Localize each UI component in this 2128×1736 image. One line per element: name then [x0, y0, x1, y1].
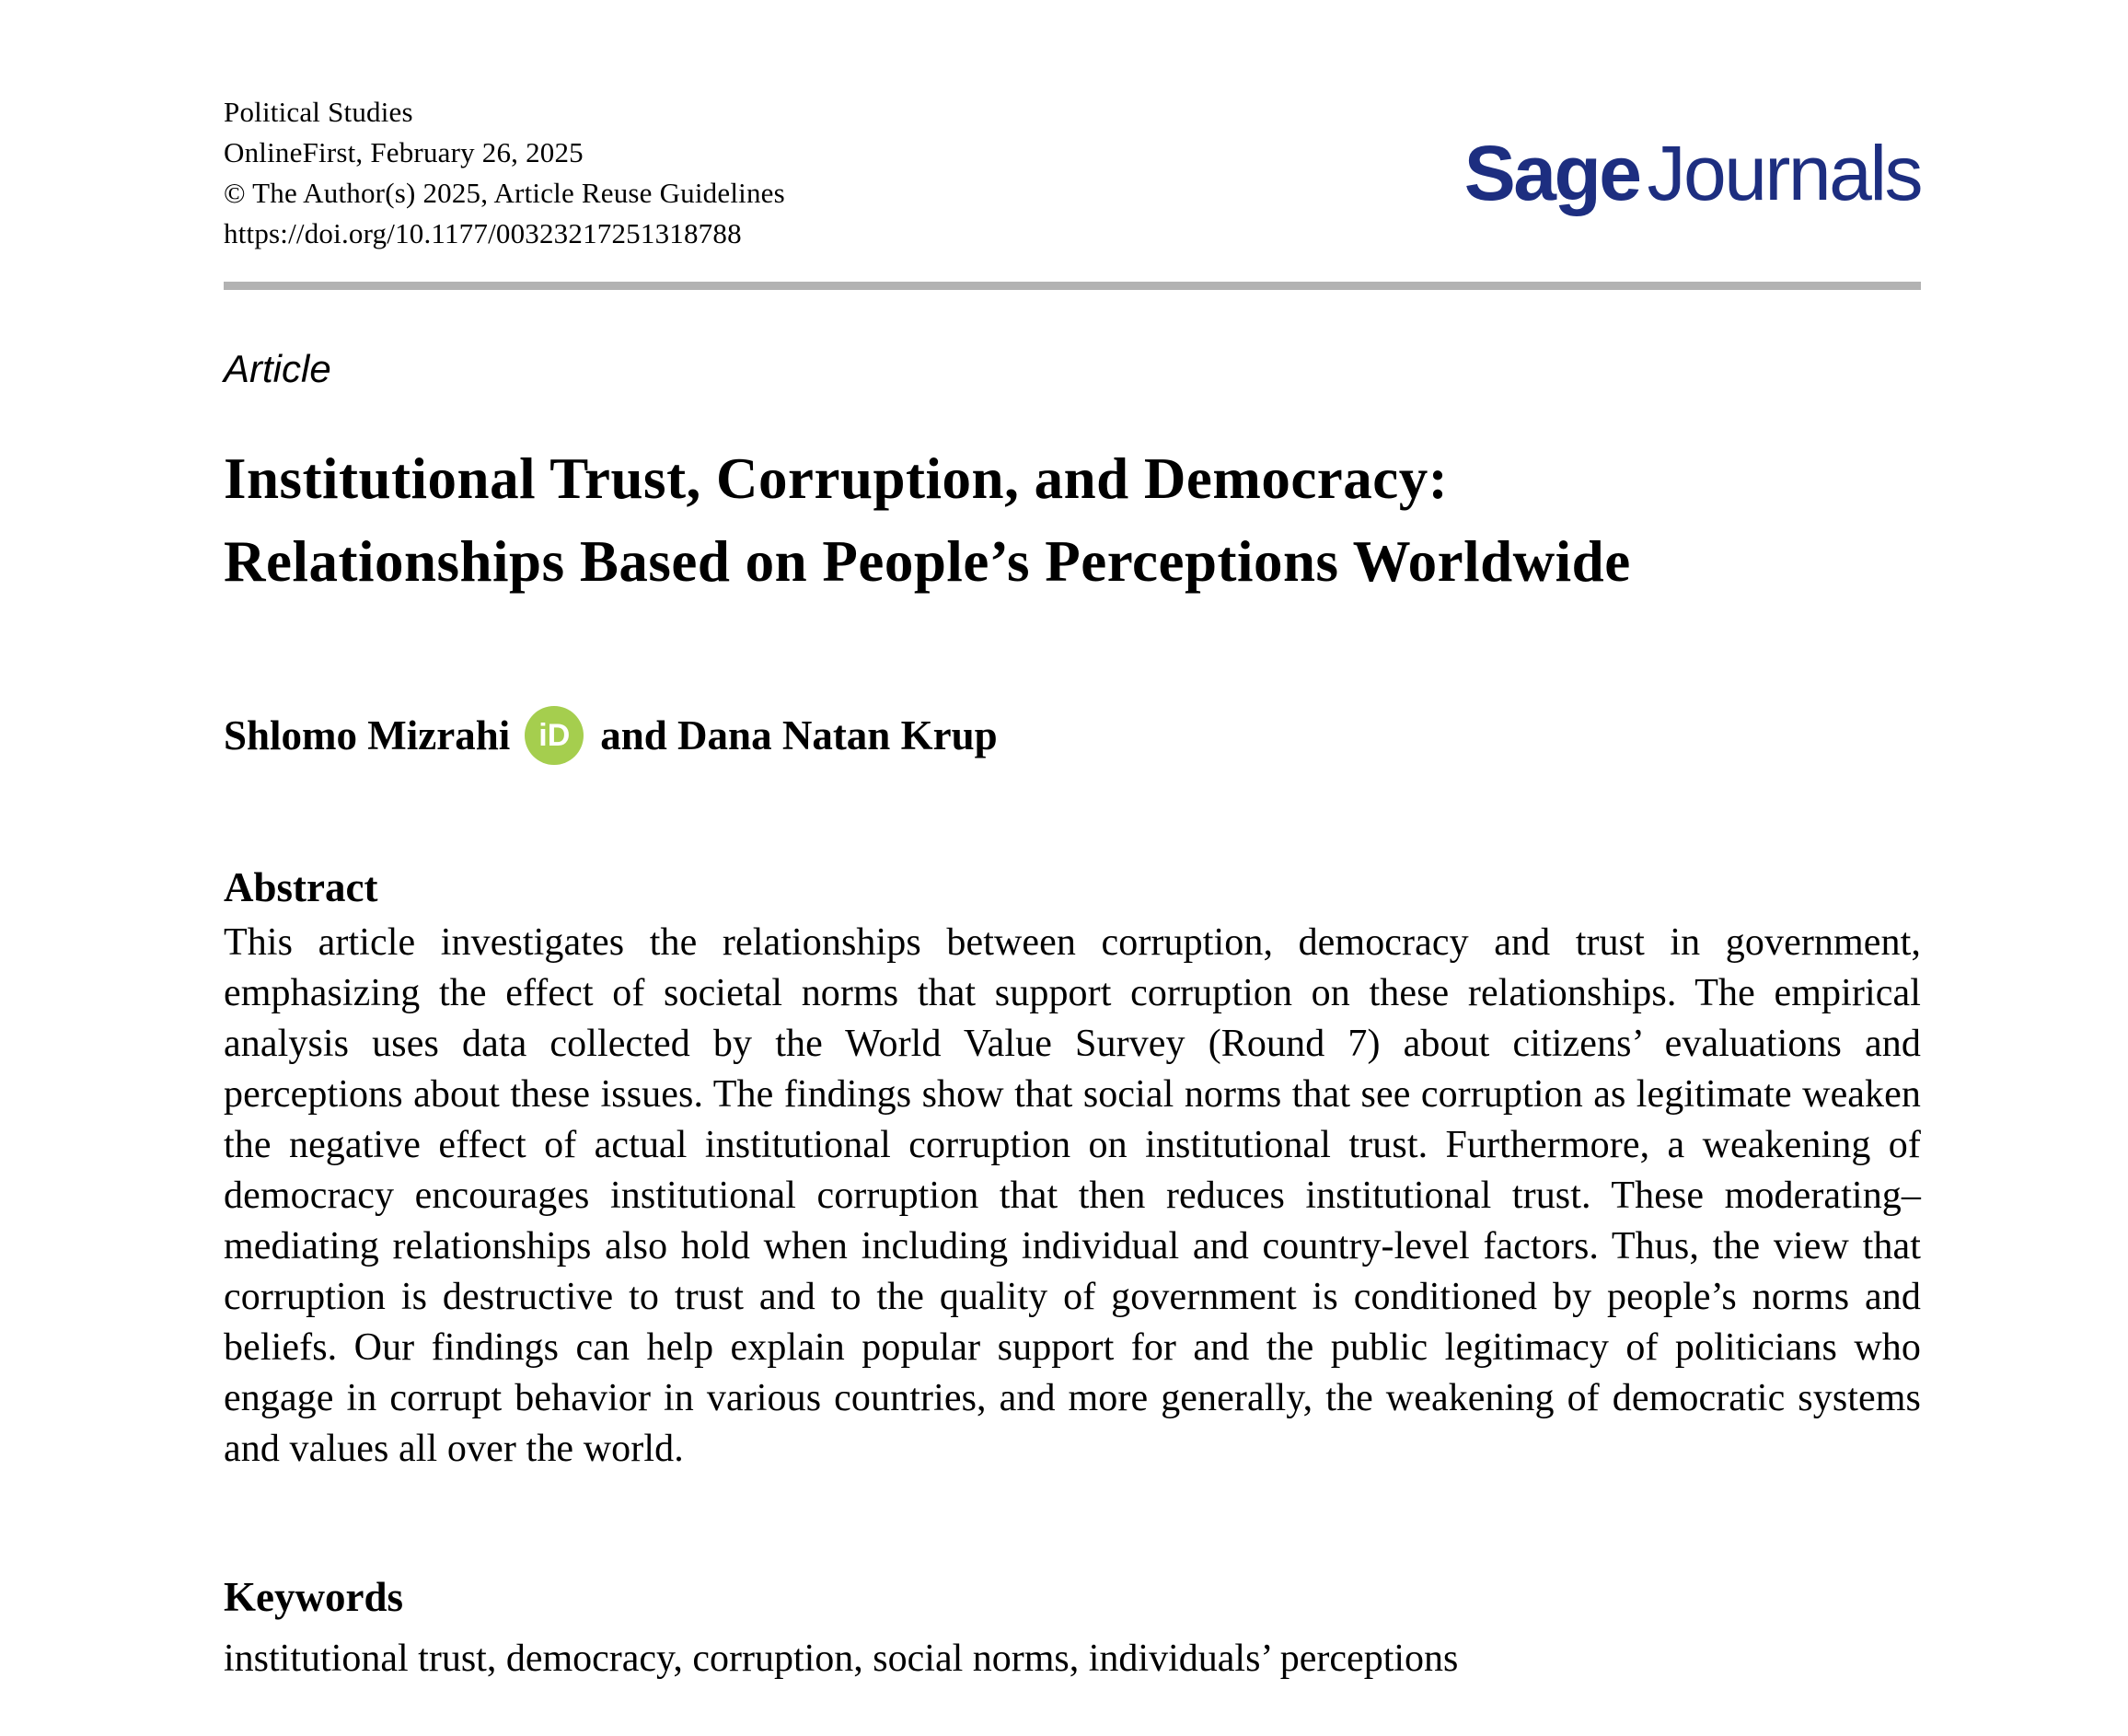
logo-word-sage: Sage	[1463, 130, 1640, 216]
keywords-list: institutional trust, democracy, corruption, social norms, individuals’ perceptions	[224, 1638, 1459, 1680]
orcid-icon[interactable]: iD	[525, 706, 584, 765]
journal-name: Political Studies	[224, 96, 413, 128]
copyright-text: © The Author(s) 2025,	[224, 177, 494, 209]
abstract-text: This article investigates the relationships between corruption, democracy and trust in government, emphasizing the effect of societal norms that support corruption on these relationships. The empirical analysis uses data collected by the World Value Survey (Round 7) about citizens’ evaluations and perceptions about these issues. The findings show that social norms that see corruption as legitimate weaken the negative effect of actual institutional corruption on institutional trust. Furthermore, a weakening of democracy encourages institutional corruption that then reduces institutional trust. These moderating–mediating relationships also hold when including individual and country-level factors. Thus, the view that corruption is destructive to trust and to the quality of government is conditioned by people’s norms and beliefs. Our findings can help explain popular support for and the public legitimacy of politicians who engage in corrupt behavior in various countries, and more generally, the weakening of democratic systems and values all over the world.	[224, 921, 1921, 1470]
article-title	[224, 437, 1921, 603]
publication-date: OnlineFirst, February 26, 2025	[224, 136, 584, 168]
journal-metadata	[224, 92, 785, 254]
header-divider	[224, 282, 1921, 290]
author-byline	[224, 706, 1921, 765]
logo-word-journals: Journals	[1647, 130, 1921, 216]
author-name-2: and Dana Natan Krup	[600, 712, 998, 758]
doi-link[interactable]: https://doi.org/10.1177/00323217251318788	[224, 217, 742, 249]
article-title-line-1: Institutional Trust, Corruption, and Democracy:	[224, 446, 1449, 511]
article-title-line-2: Relationships Based on People’s Perceptions Worldwide	[224, 529, 1631, 594]
author-name-1[interactable]: Shlomo Mizrahi	[224, 712, 511, 758]
abstract-heading: Abstract	[224, 864, 378, 910]
reuse-guidelines-link[interactable]: Article Reuse Guidelines	[493, 177, 785, 209]
copyright-line	[224, 173, 785, 214]
page-header	[224, 0, 1921, 254]
article-type-label: Article	[224, 347, 331, 390]
sage-journals-logo[interactable]	[1463, 130, 1921, 216]
keywords-heading: Keywords	[224, 1574, 403, 1620]
